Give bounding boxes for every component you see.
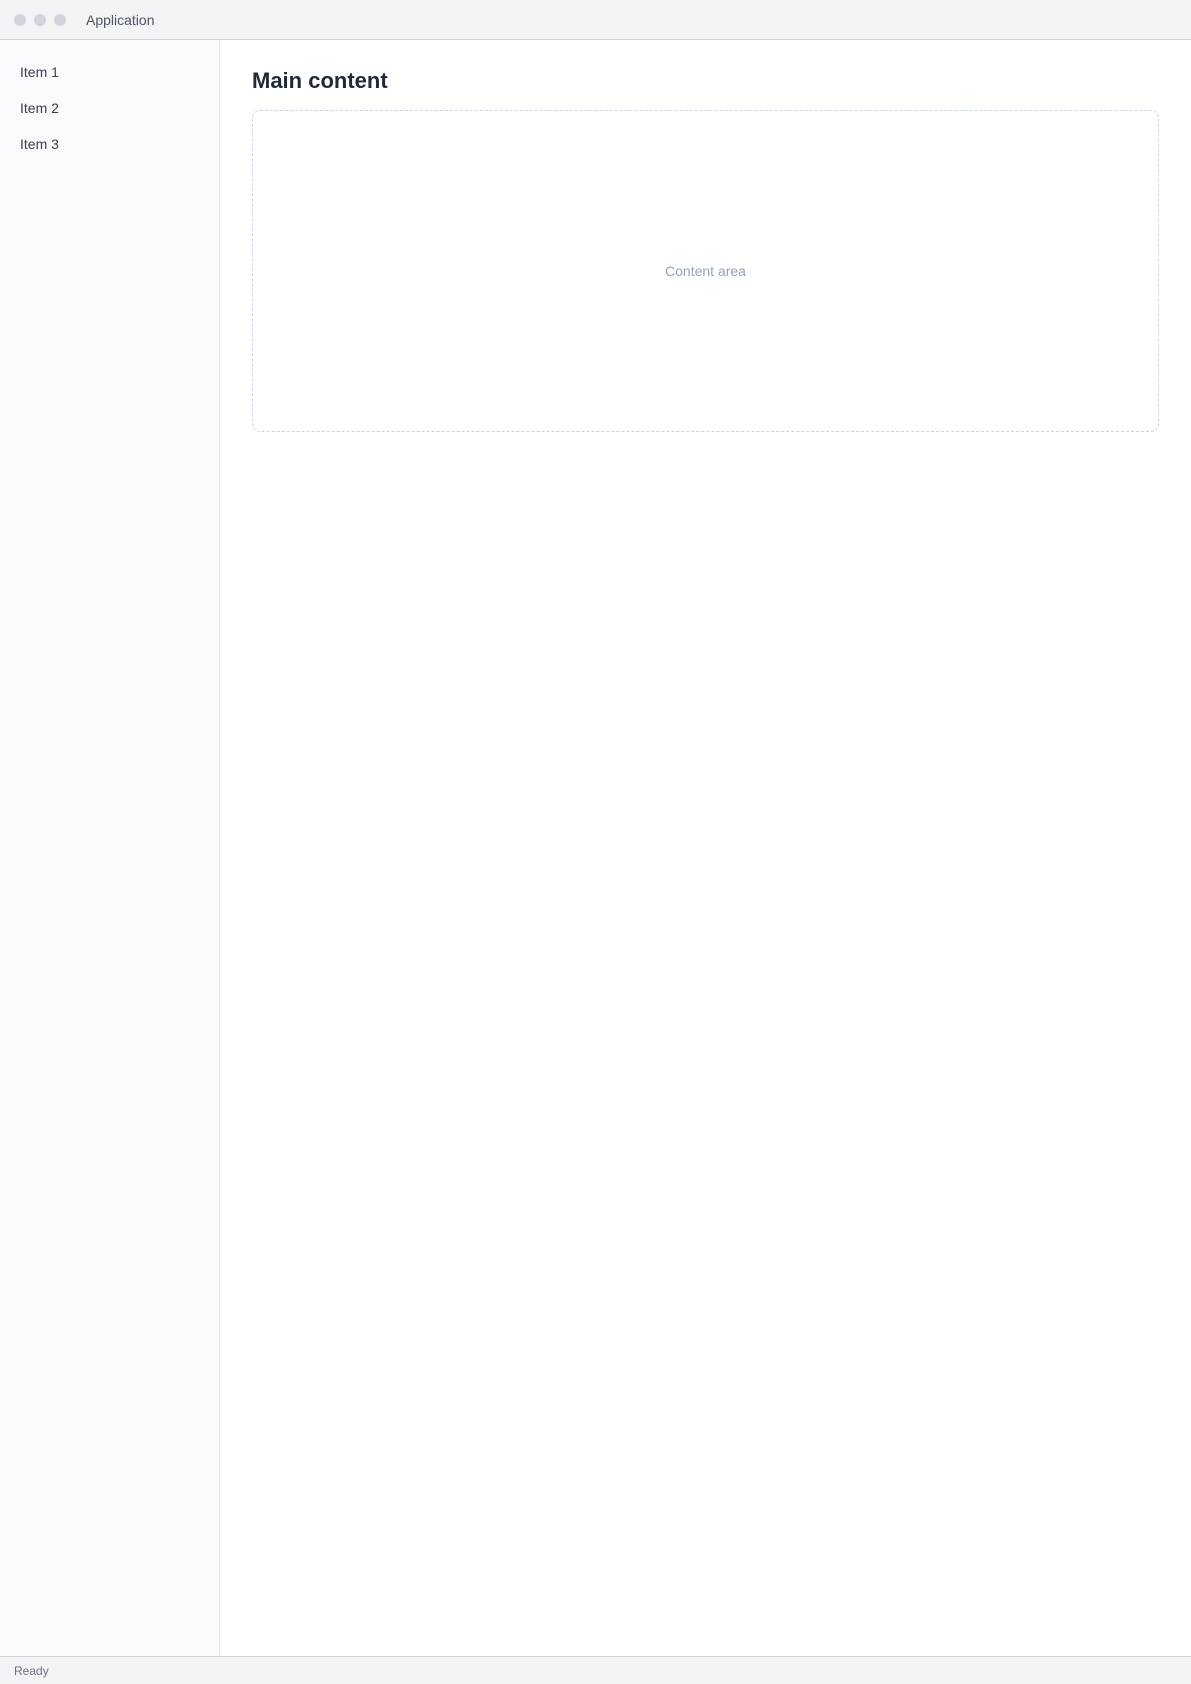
sidebar — [0, 40, 220, 1656]
window-title: Application — [86, 11, 155, 28]
sidebar-item[interactable]: Item 2 — [20, 100, 59, 116]
title-bar — [0, 0, 1191, 40]
content-panel: Content area — [252, 110, 1159, 432]
page-title: Main content — [252, 68, 388, 93]
window-control-icon[interactable] — [14, 14, 26, 26]
sidebar-item[interactable]: Item 3 — [20, 136, 59, 152]
window-control-icon[interactable] — [34, 14, 46, 26]
sidebar-item[interactable]: Item 1 — [20, 64, 59, 80]
main-area — [220, 40, 1191, 1656]
app-body — [0, 40, 1191, 1656]
window-control-icon[interactable] — [54, 14, 66, 26]
status-bar: Ready — [0, 1656, 1191, 1684]
